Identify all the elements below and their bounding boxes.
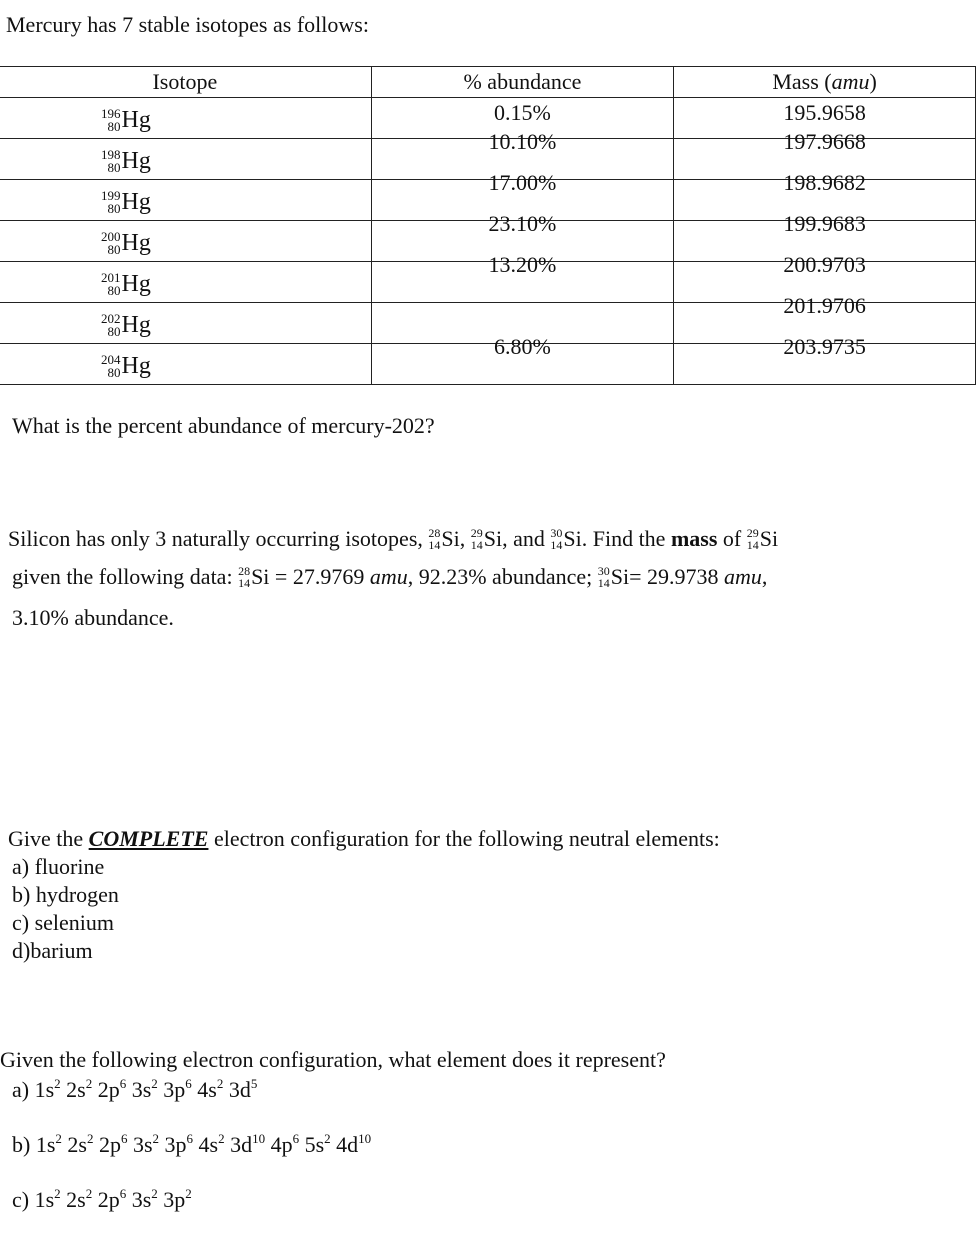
nuclide-hg: 200 80 Hg [101,229,151,257]
mass-cell: 200.9703 [674,262,976,303]
isotope-table [0,66,976,385]
isotope-cell [0,303,371,344]
nuclide-si-29-target: 29 14 Si [746,526,779,552]
orbital-term: $3p^6$ [164,1131,194,1157]
isotope-cell [0,180,371,221]
header-isotope: Isotope [0,67,371,98]
orbital-term: $2p^6$ [97,1186,127,1212]
abundance-cell: 13.20% [371,262,673,303]
orbital-term: $2p^6$ [97,1076,127,1102]
mass-cell: 199.9683 [674,221,976,262]
orbital-term: $3d^{10}$ [230,1131,266,1157]
question-mercury-202: What is the percent abundance of mercury-202? [12,413,435,438]
orbital-term: $3s^2$ [131,1186,158,1212]
isotope-cell [0,262,371,303]
nuclide-hg: 204 80 Hg [101,352,151,380]
header-mass: Mass (amu) [674,67,976,98]
orbital-term: $3s^2$ [132,1131,160,1157]
nuclide-hg: 202 80 Hg [101,311,151,339]
electron-config-heading: Give the COMPLETE electron configuration for the following neutral elements: [8,826,720,851]
orbital-term: $1s^2$ [34,1186,61,1212]
table-row [0,344,976,385]
orbital-term: $1s^2$ [34,1076,61,1102]
config-c-value [35,1187,192,1212]
mass-cell: 198.9682 [674,180,976,221]
orbital-term: $3s^2$ [131,1076,158,1102]
nuclide-hg: 199 80 Hg [101,188,151,216]
silicon-question-line-1: Silicon has only 3 naturally occurring isotopes, 28 14 Si , 29 14 Si , and 30 14 Si . Find the mass of 29 14 Si [8,526,779,552]
config-a-value [35,1077,258,1102]
config-b-value [36,1132,371,1157]
abundance-cell: 23.10% [371,221,673,262]
mass-cell: 197.9668 [674,139,976,180]
nuclide-hg: 198 80 Hg [101,147,151,175]
nuclide-si-28: 28 14 Si [428,526,460,552]
nuclide-si-30-data: 30 14 Si [597,564,630,590]
abundance-cell: 17.00% [371,180,673,221]
nuclide-si-29: 29 14 Si [470,526,503,552]
config-item-b: b) $1s^2$ $2s^2$ $2p^6$ $3s^2$ $3p^6$ $4s^2$ $3d^{10}$ $4p^6$ $5s^2$ $4d^{10}$ [12,1131,372,1157]
orbital-term: $4s^2$ [198,1131,225,1157]
isotope-cell [0,139,371,180]
orbital-term: $2s^2$ [66,1186,93,1212]
header-abundance: % abundance [371,67,673,98]
orbital-term: $4d^{10}$ [336,1131,372,1157]
abundance-cell: 6.80% [371,344,673,385]
silicon-question-line-3: 3.10% abundance. [12,605,174,630]
orbital-term: $2s^2$ [67,1131,94,1157]
orbital-term: $4p^6$ [270,1131,300,1157]
orbital-term: $4s^2$ [197,1076,224,1102]
mass-cell: 195.9658 [674,98,976,139]
mass-cell: 203.9735 [674,344,976,385]
config-item-c: c) $1s^2$ $2s^2$ $2p^6$ $3s^2$ $3p^2$ [12,1186,192,1212]
orbital-term: $3p^2$ [163,1186,192,1212]
element-item-selenium: c) selenium [12,910,115,935]
nuclide-hg: 201 80 Hg [101,270,151,298]
nuclide-hg: 196 80 Hg [101,106,151,134]
nuclide-si-30: 30 14 Si [550,526,582,552]
isotope-cell [0,344,371,385]
nuclide-si-28-data: 28 14 Si [238,564,270,590]
intro-text: Mercury has 7 stable isotopes as follows: [6,12,369,37]
abundance-cell: 10.10% [371,139,673,180]
element-item-hydrogen: b) hydrogen [12,882,119,907]
table-header-row [0,67,976,98]
abundance-cell: 0.15% [371,98,673,139]
config-question-heading: Given the following electron configuration, what element does it represent? [0,1047,666,1072]
orbital-term: $2s^2$ [66,1076,93,1102]
element-item-fluorine: a) fluorine [12,854,105,879]
mass-cell: 201.9706 [674,303,976,344]
orbital-term: $3p^6$ [163,1076,192,1102]
isotope-cell [0,98,371,139]
silicon-question-line-2: given the following data: 28 14 Si = 27.9769 amu , 92.23% abundance; 30 14 Si = 29.9738 amu , [12,564,768,590]
element-item-barium: d)barium [12,938,93,963]
config-item-a: a) $1s^2$ $2s^2$ $2p^6$ $3s^2$ $3p^6$ $4s^2$ $3d^5$ [12,1076,258,1102]
isotope-cell [0,221,371,262]
orbital-term: $5s^2$ [304,1131,331,1157]
orbital-term: $1s^2$ [35,1131,62,1157]
orbital-term: $3d^5$ [228,1076,258,1102]
orbital-term: $2p^6$ [98,1131,128,1157]
